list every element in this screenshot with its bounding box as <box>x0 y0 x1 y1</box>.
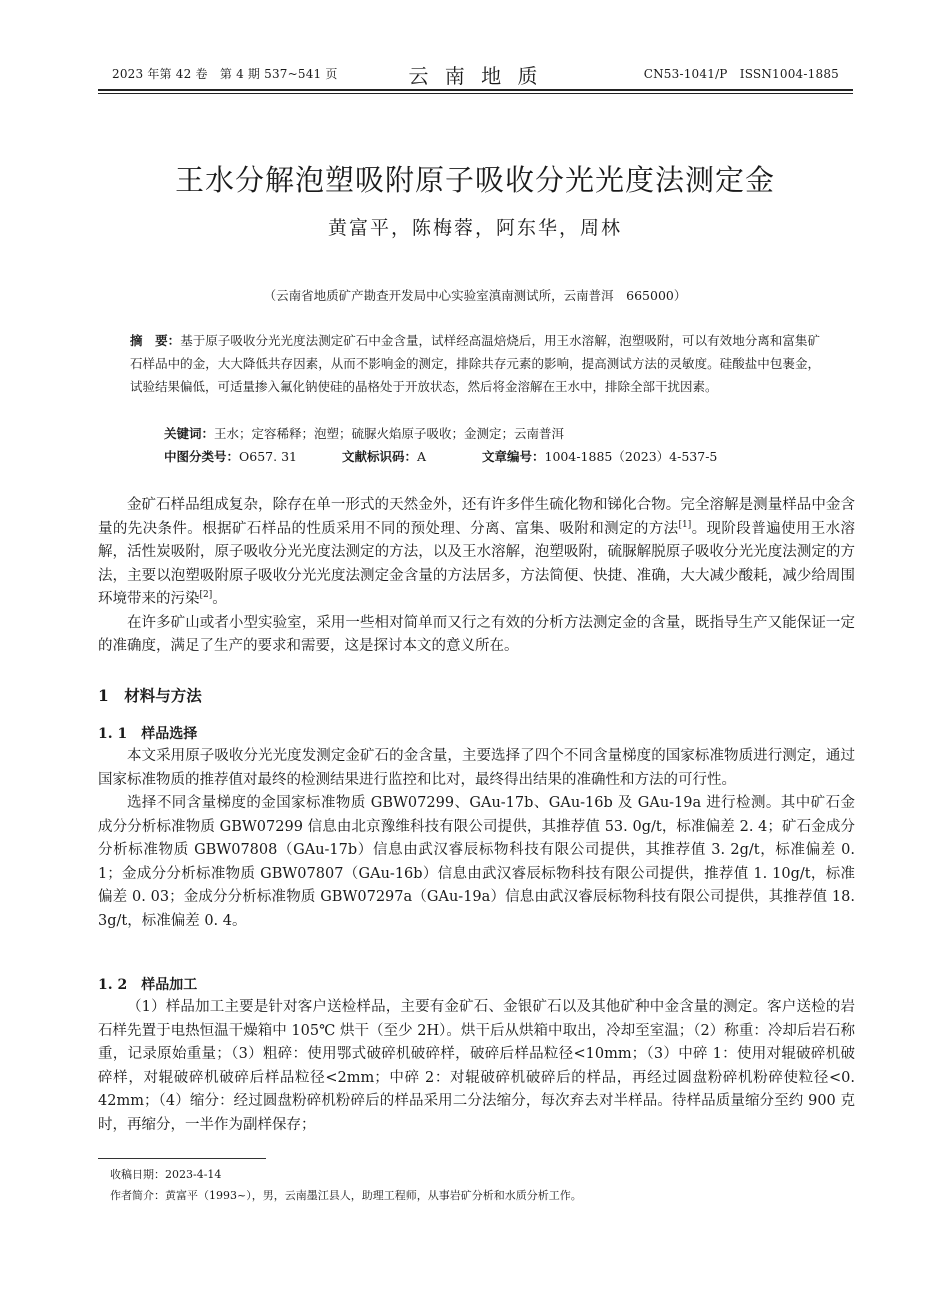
running-header <box>98 60 853 86</box>
journal-issue-info: 2023 年第 42 卷 第 4 期 537~541 页 <box>112 67 338 81</box>
footnote-rule <box>98 1158 266 1159</box>
affiliation: （云南省地质矿产勘查开发局中心实验室滇南测试所，云南普洱 665000） <box>263 288 687 303</box>
introduction <box>98 494 855 659</box>
keywords <box>164 424 564 442</box>
sample-selection-paragraph-1: 本文采用原子吸收分光光度发测定金矿石的金含量，主要选择了四个不同含量梯度的国家标准物质进行测定，通过国家标准物质的推荐值对最终的检测结果进行监控和比对，最终得出结果的准确性和方法的可行性。 <box>98 748 855 788</box>
abstract-text: 基于原子吸收分光光度法测定矿石中金含量，试样经高温焙烧后，用王水溶解，泡塑吸附，可以有效地分离和富集矿石样品中的金，大大降低共存因素，从而不影响金的测定，排除共存元素的影响，提高测试方法的灵敏度。硅酸盐中包裹金，试验结果偏低，可适量掺入氟化钠使硅的晶格处于开放状态，然后将金溶解在王水中，排除全部干扰因素。 <box>130 333 820 394</box>
doc-code-label: 文献标识码： <box>342 449 418 464</box>
subsection-1-1-body <box>98 745 855 933</box>
abstract-label: 摘 要： <box>130 333 181 348</box>
doc-code-value: A <box>417 449 427 464</box>
header-rule-thick <box>98 89 853 91</box>
received-date: 收稿日期：2023-4-14 <box>110 1168 222 1181</box>
issn-info: CN53-1041/P ISSN1004-1885 <box>643 67 839 81</box>
author-list: 黄富平，陈梅蓉，阿东华，周林 <box>327 217 622 239</box>
keywords-text: 王水；定容稀释；泡塑；硫脲火焰原子吸收；金测定；云南普洱 <box>214 426 565 441</box>
intro-paragraph-2: 在许多矿山或者小型实验室，采用一些相对简单而又行之有效的分析方法测定金的含量，既指导生产又能保证一定的准确度，满足了生产的要求和需要，这是探讨本文的意义所在。 <box>98 614 855 654</box>
article-number-label: 文章编号： <box>482 449 545 464</box>
abstract <box>130 329 820 398</box>
clc-value: O657. 31 <box>239 449 297 464</box>
sample-selection-paragraph-2: 选择不同含量梯度的金国家标准物质 GBW07299、GAu-17b、GAu-16b 及 GAu-19a 进行检测。其中矿石金成分分析标准物质 GBW07299 信息由北京豫维科技有限公司提供，其推荐值 53. 0g/t，标准偏差 2. 4；矿石金成分分析标准物质 GBW07808（GAu-17b）信息由武汉睿辰标物科技有限公司提供，其推荐值 3. 2g/t，标准偏差 0. 1；金成分分析标准物质 GBW07807（GAu-16b）信息由武汉睿辰标物科技有限公司提供，推荐值 1. 10g/t，标准偏差 0. 03；金成分分析标准物质 GBW07297a（GAu-19a）信息由武汉睿辰标物科技有限公司提供，其推荐值 18. 3g/t，标准偏差 0. 4。 <box>98 795 855 929</box>
keywords-label: 关键词： <box>164 426 215 441</box>
journal-name: 云 南 地 质 <box>408 64 543 88</box>
citation-2[interactable]: [2] <box>199 590 213 601</box>
subsection-heading-1-2: 1. 2 样品加工 <box>98 977 198 993</box>
author-bio: 作者简介：黄富平（1993~），男，云南墨江县人，助理工程师，从事岩矿分析和水质分析工作。 <box>110 1189 582 1202</box>
section-heading-1: 1 材料与方法 <box>98 686 202 705</box>
classification-line <box>164 447 718 465</box>
intro-paragraph-1: 金矿石样品组成复杂，除存在单一形式的天然金外，还有许多伴生硫化物和锑化合物。完全溶解是测量样品中金含量的先决条件。根据矿石样品的性质采用不同的预处理、分离、富集、吸附和测定的方法[1]。现阶段普遍使用王水溶解，活性炭吸附，原子吸收分光光度法测定的方法，以及王水溶解，泡塑吸附，硫脲解脱原子吸收分光光度法测定的方法，主要以泡塑吸附原子吸收分光光度法测定金含量的方法居多，方法简便、快捷、准确，大大减少酸耗，减少给周围环境带来的污染[2]。 <box>98 497 855 607</box>
subsection-heading-1-1: 1. 1 样品选择 <box>98 726 198 742</box>
sample-processing-paragraph-1: （1）样品加工主要是针对客户送检样品，主要有金矿石、金银矿石以及其他矿种中金含量的测定。客户送检的岩石样先置于电热恒温干燥箱中 105℃ 烘干（至少 2H）。烘干后从烘箱中取出，冷却至室温；（2）称重：冷却后岩石称重，记录原始重量；（3）粗碎：使用鄂式破碎机破碎样，破碎后样品粒径<10mm；（3）中碎 1：使用对辊破碎机破碎样，对辊破碎机破碎后样品粒径<2mm；中碎 2：对辊破碎机破碎后的样品，再经过圆盘粉碎机粉碎使粒径<0. 42mm；（4）缩分：经过圆盘粉碎机粉碎后的样品采用二分法缩分，每次弃去对半样品。待样品质量缩分至约 900 克时，再缩分，一半作为副样保存； <box>98 999 855 1133</box>
clc-label: 中图分类号： <box>164 449 240 464</box>
paper-title: 王水分解泡塑吸附原子吸收分光光度法测定金 <box>174 163 775 197</box>
article-number-value: 1004-1885（2023）4-537-5 <box>544 449 718 464</box>
subsection-1-2-body <box>98 996 855 1137</box>
citation-1[interactable]: [1] <box>678 519 692 530</box>
header-rule-thin <box>98 93 853 94</box>
